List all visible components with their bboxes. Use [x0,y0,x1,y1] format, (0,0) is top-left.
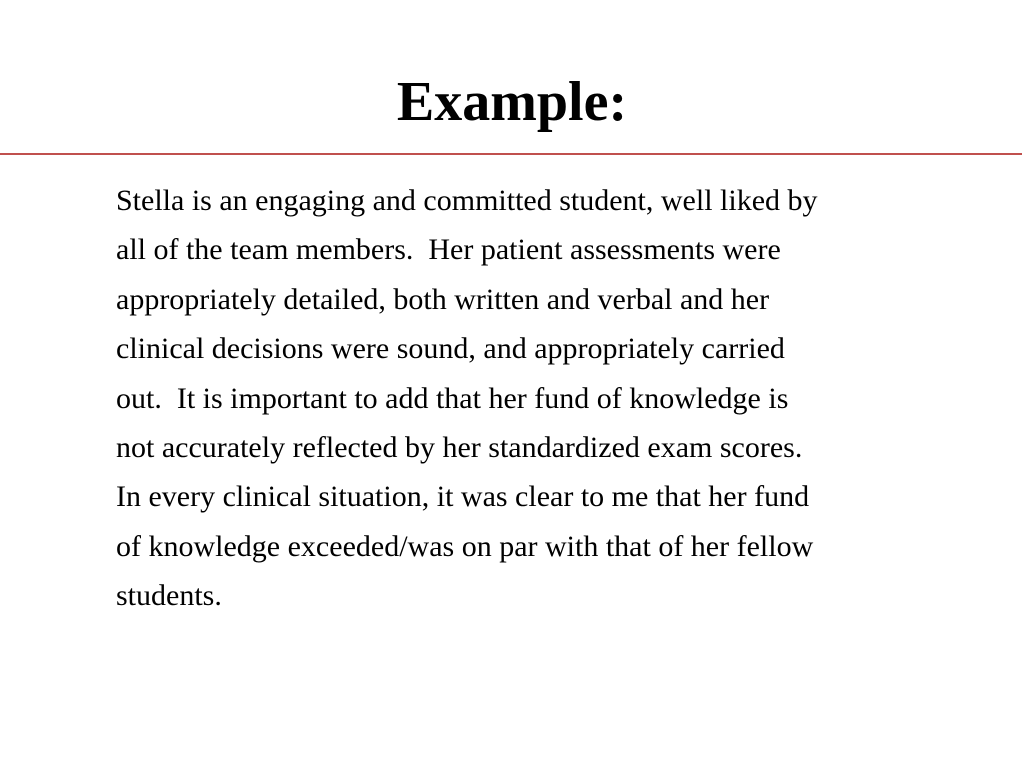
body-line: out. It is important to add that her fund of knowledge is [116,381,789,415]
body-line: appropriately detailed, both written and verbal and her [116,282,770,316]
body-line: students. [116,579,222,613]
body-line: clinical decisions were sound, and appropriately carried [116,332,785,366]
title-divider [0,153,1022,155]
body-line: In every clinical situation, it was clear to me that her fund [116,480,810,514]
slide-body [116,176,926,621]
body-line: of knowledge exceeded/was on par with that of her fellow [116,529,814,563]
body-line: Stella is an engaging and committed student, well liked by [116,184,818,217]
body-line: not accurately reflected by her standardized exam scores. [116,431,803,465]
slide-title: Example: [396,71,628,133]
body-line: all of the team members. Her patient assessments were [116,233,781,267]
